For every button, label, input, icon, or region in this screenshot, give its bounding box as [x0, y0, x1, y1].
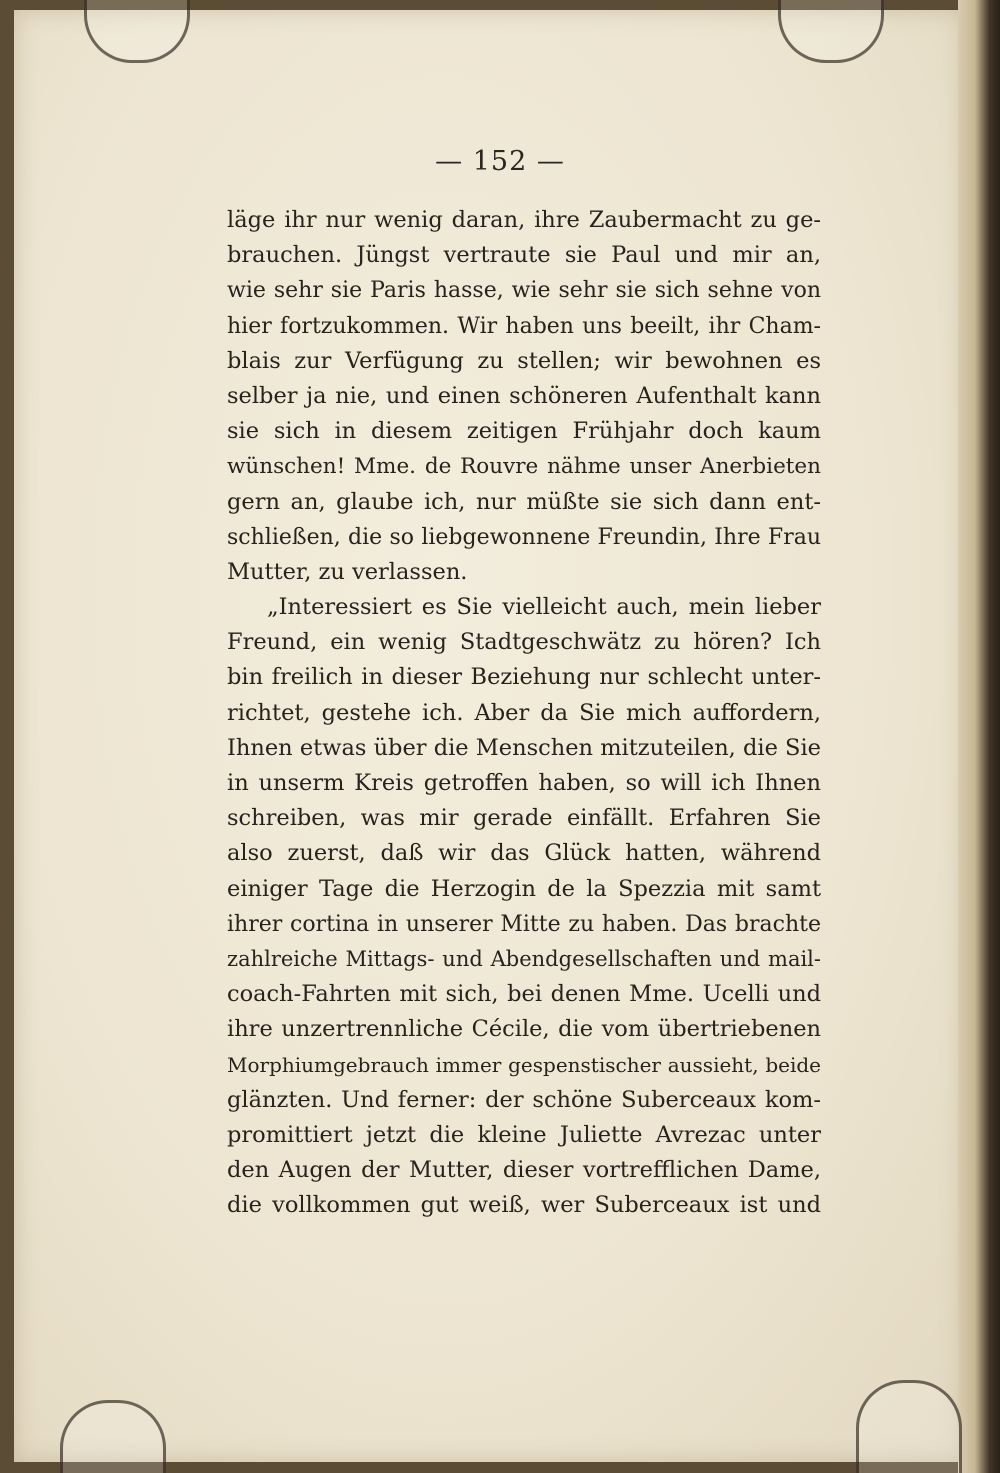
text-line: coach-Fahrten mit sich, bei denen Mme. Ucelli und [227, 981, 821, 1008]
text-line: glänzten. Und ferner: der schöne Suberceaux kom- [227, 1086, 821, 1113]
text-line: in unserm Kreis getroffen haben, so will ich Ihnen [227, 770, 821, 796]
text-line: richtet, gestehe ich. Aber da Sie mich auffordern, [227, 699, 821, 726]
text-line: hier fortzukommen. Wir haben uns beeilt, ihr Cham- [227, 313, 821, 339]
text-line: den Augen der Mutter, dieser vortrefflichen Dame, [227, 1157, 821, 1184]
text-line: ihrer cortina in unserer Mitte zu haben. Das brachte [227, 911, 821, 937]
text-line: also zuerst, daß wir das Glück hatten, während [227, 840, 821, 867]
text-line: wie sehr sie Paris hasse, wie sehr sie sich sehne von [227, 278, 821, 304]
text-line: wünschen! Mme. de Rouvre nähme unser Anerbieten [227, 454, 821, 480]
text-line: Morphiumgebrauch immer gespenstischer aussieht, beide [227, 1052, 821, 1077]
text-line: promittiert jetzt die kleine Juliette Avrezac unter [227, 1121, 821, 1148]
text-line: ihre unzertrennliche Cécile, die vom übertriebenen [227, 1016, 821, 1043]
text-line: Mutter, zu verlassen. [227, 558, 468, 585]
book-edge [958, 0, 1000, 1473]
text-line: einiger Tage die Herzogin de la Spezzia mit samt [227, 875, 821, 902]
text-line: blais zur Verfügung zu stellen; wir bewohnen es [227, 347, 821, 374]
text-line: brauchen. Jüngst vertraute sie Paul und mir an, [227, 242, 821, 269]
page-number: — 152 — [435, 146, 565, 177]
text-line: bin freilich in dieser Beziehung nur schlecht unter- [227, 664, 821, 691]
page-clip-bottom-right [856, 1380, 962, 1473]
text-line: schließen, die so liebgewonnene Freundin, Ihre Frau [227, 524, 821, 550]
text-line: läge ihr nur wenig daran, ihre Zaubermacht zu ge- [227, 207, 821, 233]
text-line: Freund, ein wenig Stadtgeschwätz zu hören? Ich [227, 629, 821, 656]
text-line: Ihnen etwas über die Menschen mitzuteilen, die Sie [227, 734, 821, 761]
text-line: selber ja nie, und einen schöneren Aufenthalt kann [227, 382, 821, 409]
text-line: die vollkommen gut weiß, wer Suberceaux ist und [227, 1192, 821, 1219]
text-line: schreiben, was mir gerade einfällt. Erfahren Sie [227, 805, 821, 832]
text-line: „Interessiert es Sie vielleicht auch, mein lieber [267, 594, 821, 621]
body-text [227, 203, 821, 1223]
text-line: gern an, glaube ich, nur müßte sie sich dann ent- [227, 488, 821, 515]
text-line: zahlreiche Mittags- und Abendgesellschaften und mail- [227, 946, 821, 971]
text-line: sie sich in diesem zeitigen Frühjahr doch kaum [227, 418, 821, 445]
